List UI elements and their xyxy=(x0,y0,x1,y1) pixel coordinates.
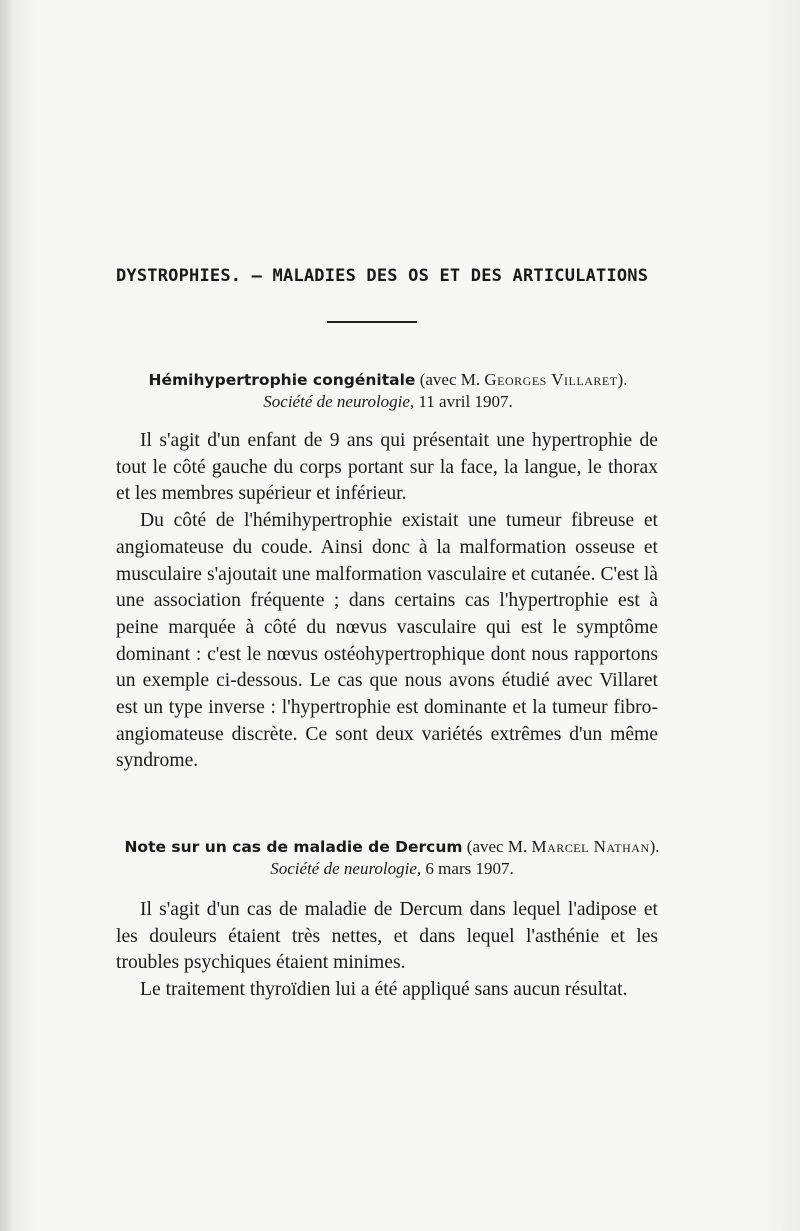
article-source-line xyxy=(88,391,688,413)
article-source-line xyxy=(92,858,692,880)
article-body-1 xyxy=(116,428,658,775)
paragraph: Le traitement thyroïdien lui a été appliqué sans aucun résultat. xyxy=(140,979,628,1001)
coauthor-suffix: ). xyxy=(617,370,628,389)
article-header-2 xyxy=(92,836,692,880)
article-title-line xyxy=(88,369,688,391)
article-title: Hémihypertrophie congénitale xyxy=(148,371,416,389)
paragraph: Du côté de l'hémihypertrophie existait une tumeur fibreuse et angiomateuse du coude. Ainsi donc à la malformation osseuse et musculaire s'ajoutait une malformation vasculaire et cutanée. C'est là une association fréquente ; dans certains cas l'hypertrophie est à peine marquée à côté du nœvus vasculaire qui est le symptôme dominant : c'est le nœvus ostéohypertrophique dont nous rapportons un exemple ci-dessous. Le cas que nous avons étudié avec Villaret est un type inverse : l'hypertrophie est dominante et la tumeur fibro-angiomateuse discrète. Ce sont deux variétés extrêmes d'un même syndrome. xyxy=(116,510,658,772)
coauthor-name: Georges Villaret xyxy=(484,370,618,389)
article-source: Société de neurologie, xyxy=(270,859,422,878)
paragraph: Il s'agit d'un enfant de 9 ans qui présentait une hypertrophie de tout le côté gauche du corps portant sur la face, la langue, le thorax et les membres supérieur et inférieur. xyxy=(116,430,658,505)
coauthor-name: Marcel Nathan xyxy=(531,837,650,856)
article-date: 6 mars 1907. xyxy=(425,859,514,878)
coauthor-prefix: (avec M. xyxy=(419,370,481,389)
coauthor-prefix: (avec M. xyxy=(466,837,528,856)
article-body-2 xyxy=(116,897,658,1004)
page-edge-shadow xyxy=(0,0,14,1231)
coauthor-suffix: ). xyxy=(649,837,660,856)
paragraph: Il s'agit d'un cas de maladie de Dercum dans lequel l'adipose et les douleurs étaient très nettes, et dans lequel l'asthénie et les troubles psychiques étaient minimes. xyxy=(116,899,658,974)
article-title-line xyxy=(92,836,692,858)
article-source: Société de neurologie, xyxy=(263,392,415,411)
section-title: DYSTROPHIES. — MALADIES DES OS ET DES ARTICULATIONS xyxy=(116,266,649,286)
title-divider xyxy=(327,321,417,323)
article-title: Note sur un cas de maladie de Dercum xyxy=(124,838,463,856)
article-date: 11 avril 1907. xyxy=(418,392,513,411)
article-header-1 xyxy=(88,369,688,413)
